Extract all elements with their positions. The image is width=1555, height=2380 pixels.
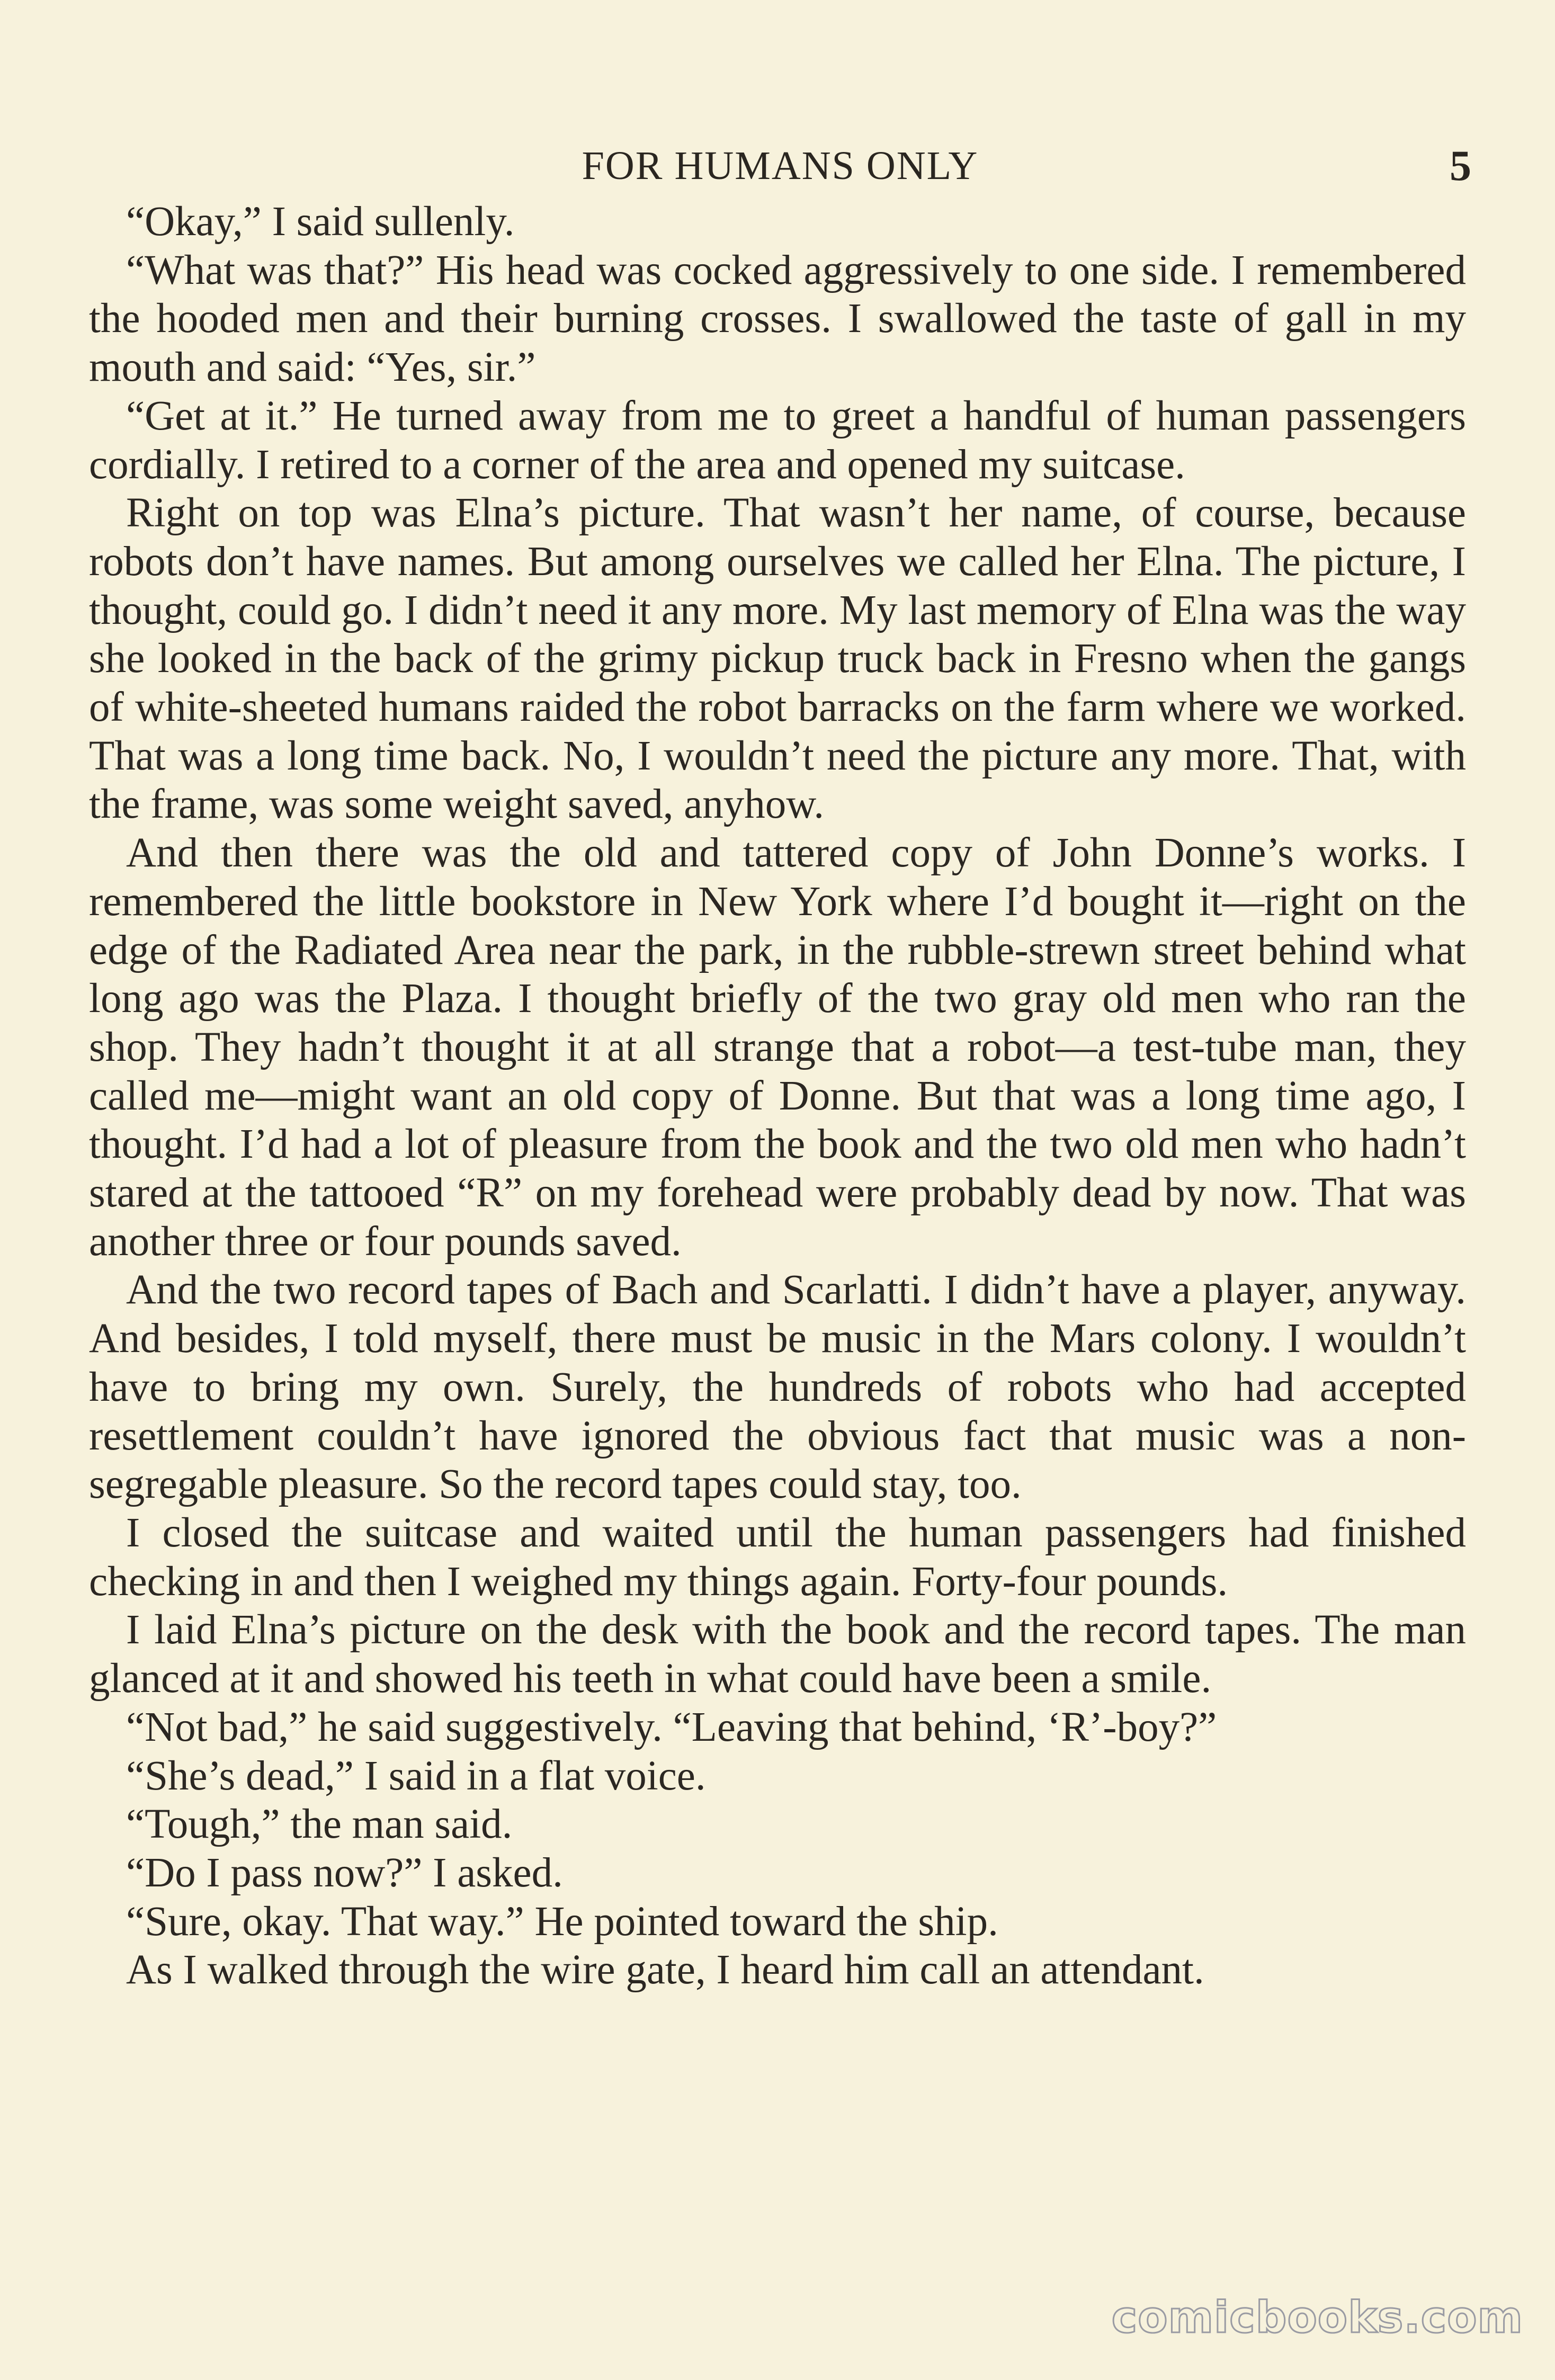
paragraph: I closed the suitcase and waited until the human passengers had finished checking in and then I weighed my things again. Forty-four pounds. — [89, 1509, 1466, 1605]
paragraph: “Tough,” the man said. — [126, 1801, 513, 1848]
watermark: comicbooks.com — [1111, 2293, 1523, 2343]
paragraph: Right on top was Elna’s picture. That wasn’t her name, of course, because robots don’t have names. But among ourselves we called her Elna. The picture, I thought, could go. I didn’t need it any more. My last memory of Elna was the way she looked in the back of the grimy pickup truck back in Fresno when the gangs of white-sheeted humans raided the robot barracks on the farm where we worked. That was a long time back. No, I wouldn’t need the picture any more. That, with the frame, was some weight saved, anyhow. — [89, 490, 1466, 828]
paragraph: “Okay,” I said sullenly. — [126, 199, 515, 245]
page-header — [94, 137, 1471, 195]
paragraph: I laid Elna’s picture on the desk with the book and the record tapes. The man glanced at it and showed his teeth in what could have been a smile. — [89, 1607, 1466, 1702]
paragraph: “Get at it.” He turned away from me to greet a handful of human passengers cordially. I retired to a corner of the area and opened my suitcase. — [89, 392, 1466, 488]
paragraph: “Do I pass now?” I asked. — [126, 1849, 563, 1896]
paragraph: “Not bad,” he said suggestively. “Leaving that behind, ‘R’-boy?” — [126, 1704, 1217, 1750]
running-head: FOR HUMANS ONLY — [582, 144, 979, 188]
body-text — [89, 198, 1466, 1994]
paragraph: As I walked through the wire gate, I heard him call an attendant. — [126, 1947, 1204, 1993]
page-number: 5 — [1450, 141, 1471, 190]
paragraph: And the two record tapes of Bach and Scarlatti. I didn’t have a player, anyway. And besides, I told myself, there must be music in the Mars colony. I wouldn’t have to bring my own. Surely, the hundreds of robots who had accepted resettlement couldn’t have ignored the obvious fact that music was a non-segregable pleasure. So the record tapes could stay, too. — [89, 1267, 1466, 1508]
paragraph: “What was that?” His head was cocked aggressively to one side. I remembered the hooded men and their burning crosses. I swallowed the taste of gall in my mouth and said: “Yes, sir.” — [89, 247, 1466, 391]
paragraph: And then there was the old and tattered copy of John Donne’s works. I remembered the little bookstore in New York where I’d bought it—right on the edge of the Radiated Area near the park, in the rubble-strewn street behind what long ago was the Plaza. I thought briefly of the two gray old men who ran the shop. They hadn’t thought it at all strange that a robot—a test-tube man, they called me—might want an old copy of Donne. But that was a long time ago, I thought. I’d had a lot of pleasure from the book and the two old men who hadn’t stared at the tattooed “R” on my forehead were probably dead by now. That was another three or four pounds saved. — [89, 830, 1466, 1265]
paragraph: “She’s dead,” I said in a flat voice. — [126, 1752, 706, 1799]
paragraph: “Sure, okay. That way.” He pointed toward the ship. — [126, 1898, 998, 1945]
